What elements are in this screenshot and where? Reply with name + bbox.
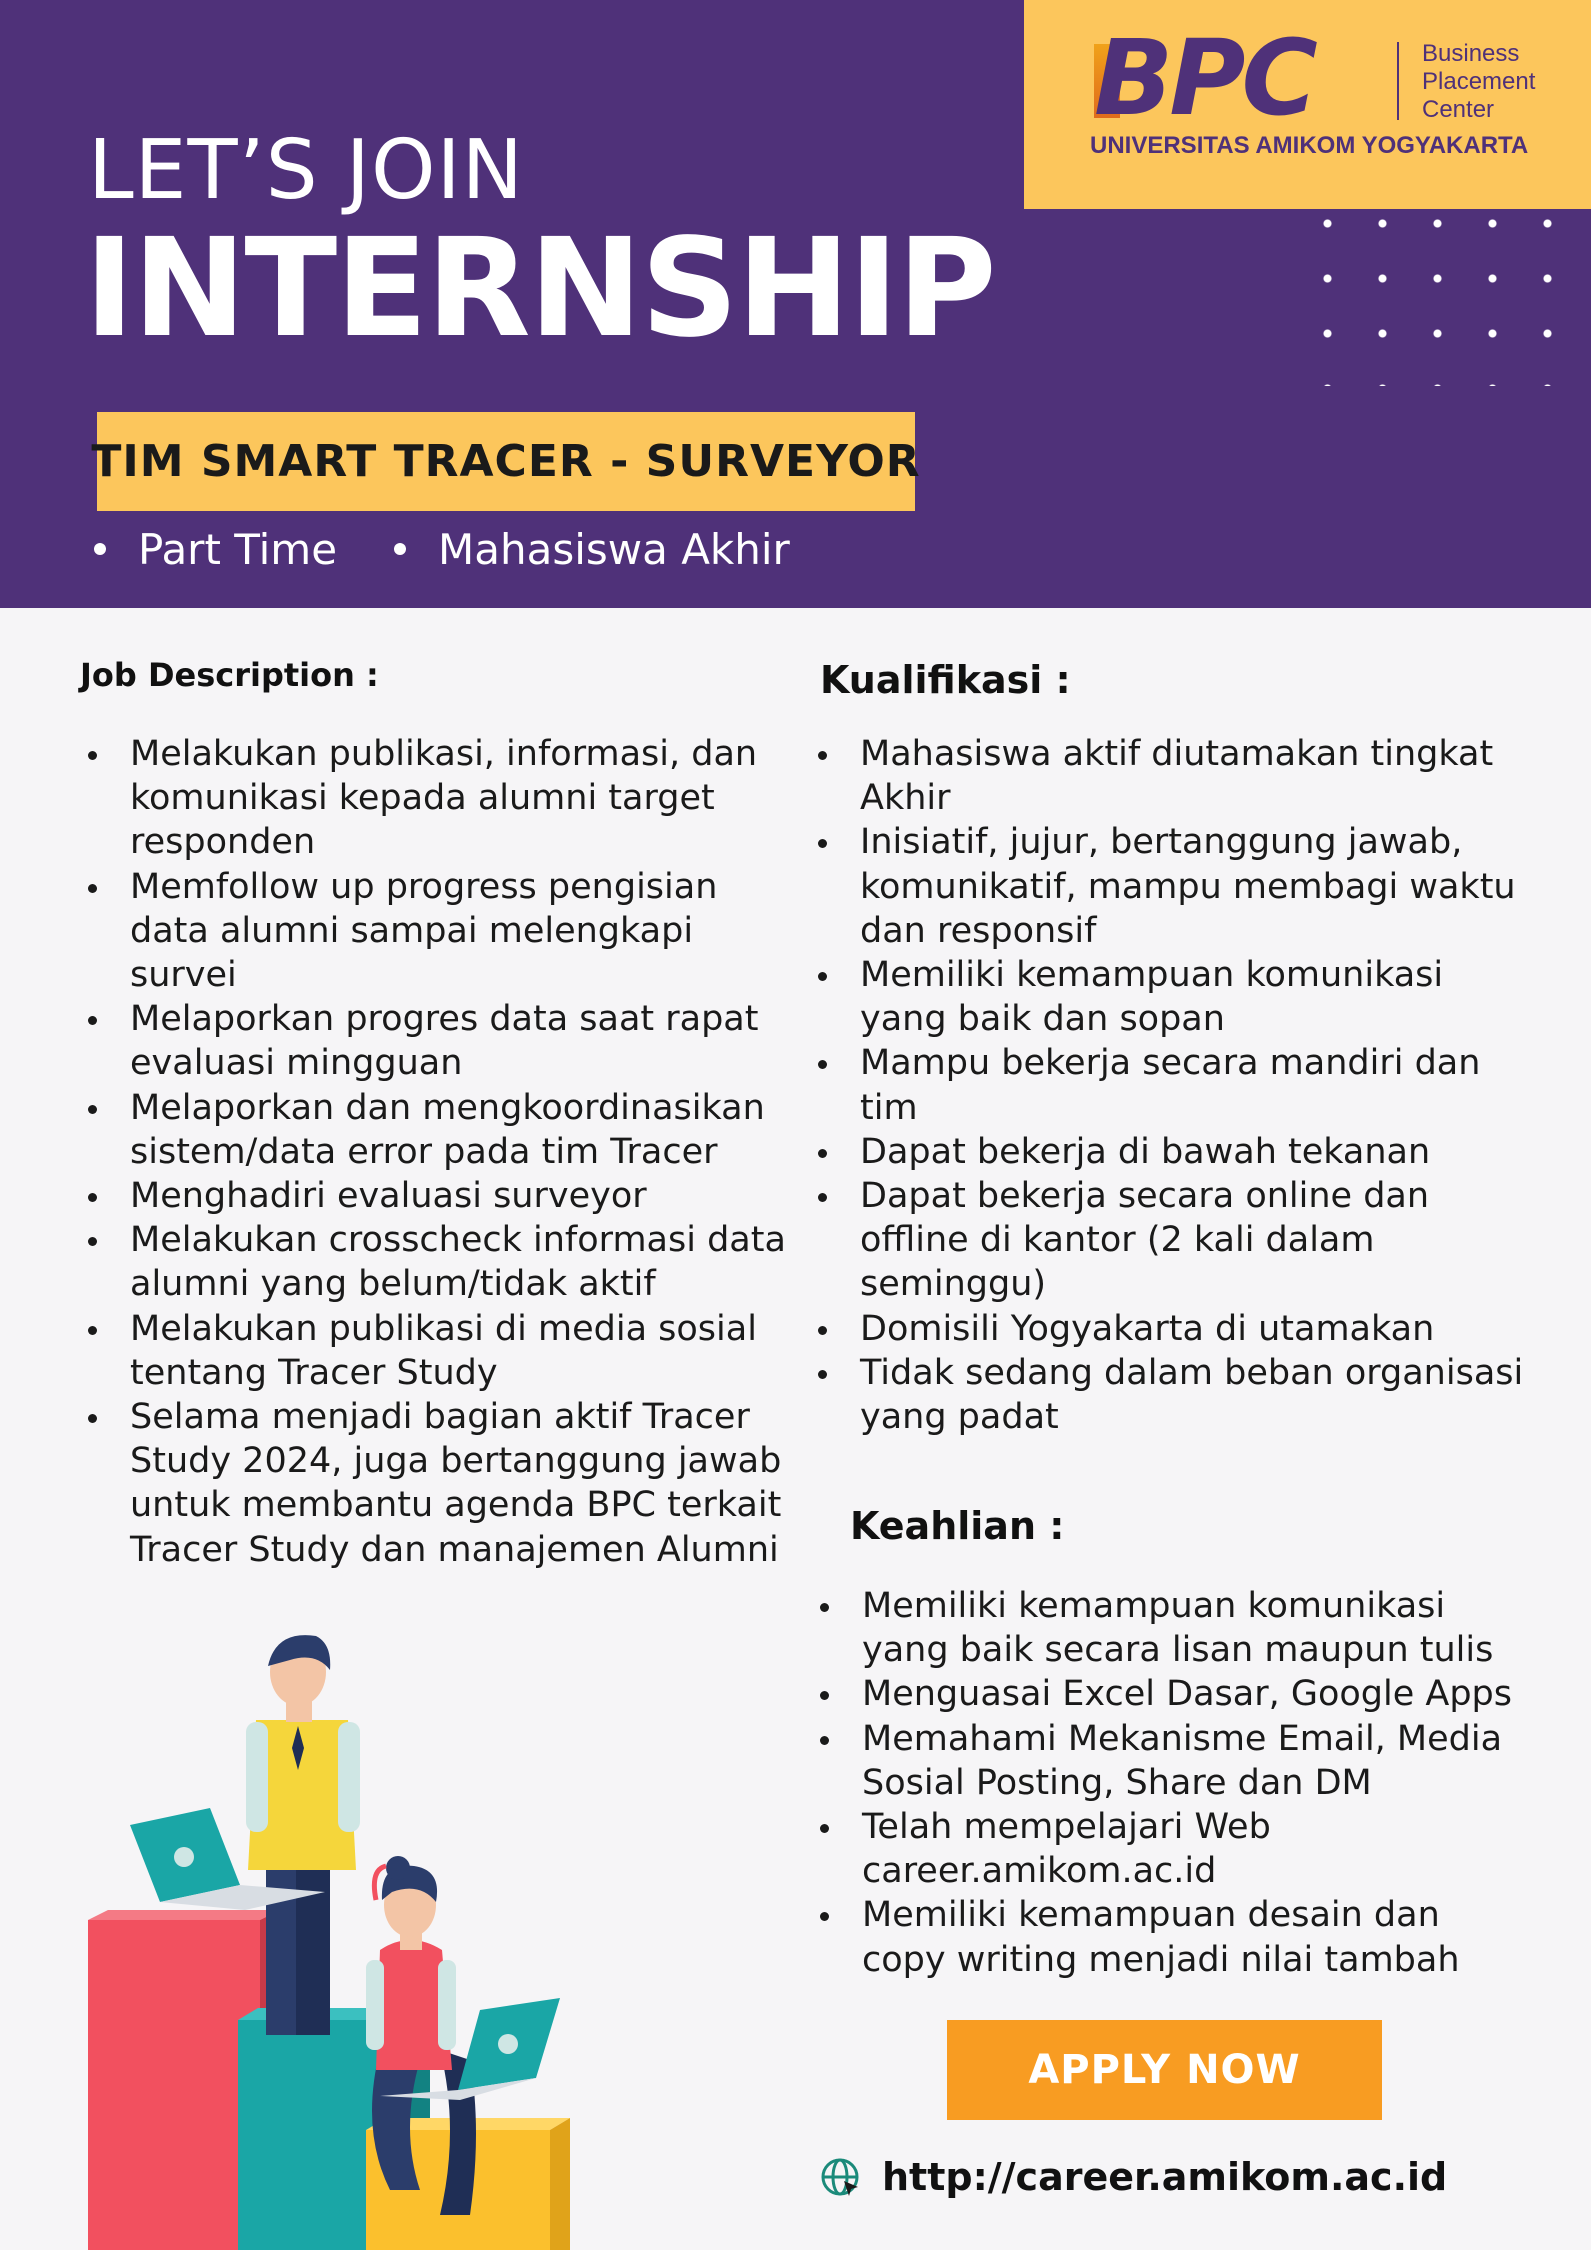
position-title: TIM SMART TRACER - SURVEYOR [91,436,921,487]
list-item: Melakukan crosscheck informasi data alumni yang belum/tidak aktif [82,1218,802,1306]
list-item: Melaporkan progres data saat rapat evaluasi mingguan [82,997,802,1085]
tag-mahasiswa-akhir [394,520,790,580]
kualifikasi-list [812,732,1532,1439]
keahlian-title: Keahlian : [850,1504,1065,1548]
list-item: Dapat bekerja secara online dan offline di kantor (2 kali dalam seminggu) [812,1174,1532,1307]
logo-side-line: Business [1422,40,1520,67]
job-description-list [82,732,802,1572]
list-item: Melaporkan dan mengkoordinasikan sistem/data error pada tim Tracer [82,1086,802,1174]
logo-side-line: Center [1422,96,1495,123]
position-title-box [91,412,921,511]
list-item: Inisiatif, jujur, bertanggung jawab, komunikatif, mampu membagi waktu dan responsif [812,820,1532,953]
list-item: Memiliki kemampuan desain dan copy writing menjadi nilai tambah [814,1893,1534,1981]
career-url-text: http://career.amikom.ac.id [882,2155,1448,2199]
tag-label: Mahasiswa Akhir [438,525,790,574]
list-item: Memfollow up progress pengisian data alumni sampai melengkapi survei [82,865,802,998]
globe-icon [818,2155,862,2199]
students-illustration [80,1630,660,2250]
list-item: Tidak sedang dalam beban organisasi yang padat [812,1351,1532,1439]
tag-label: Part Time [138,525,338,574]
internship-heading: INTERNSHIP [84,210,995,368]
kualifikasi-title: Kualifikasi : [820,658,1071,702]
list-item: Menghadiri evaluasi surveyor [82,1174,802,1218]
list-item: Memahami Mekanisme Email, Media Sosial Posting, Share dan DM [814,1717,1534,1805]
list-item: Menguasai Excel Dasar, Google Apps [814,1672,1534,1716]
logo-side-text [1422,40,1582,124]
list-item: Mahasiswa aktif diutamakan tingkat Akhir [812,732,1532,820]
list-item: Melakukan publikasi, informasi, dan komunikasi kepada alumni target responden [82,732,802,865]
list-item: Memiliki kemampuan komunikasi yang baik dan sopan [812,953,1532,1041]
list-item: Mampu bekerja secara mandiri dan tim [812,1041,1532,1129]
list-item: Domisili Yogyakarta di utamakan [812,1307,1532,1351]
logo-wordmark: BPC [1094,17,1314,139]
bullet-icon [94,543,106,555]
career-url[interactable] [818,2152,1447,2202]
university-name: UNIVERSITAS AMIKOM YOGYAKARTA [1090,132,1529,159]
list-item: Selama menjadi bagian aktif Tracer Study 2024, juga bertanggung jawab untuk membantu agenda BPC terkait Tracer Study dan manajemen Alumni [82,1395,802,1572]
bullet-icon [394,543,406,555]
list-item: Telah mempelajari Web career.amikom.ac.id [814,1805,1534,1893]
keahlian-list [814,1584,1534,1982]
lets-join-heading: LET’S JOIN [88,123,525,218]
list-item: Memiliki kemampuan komunikasi yang baik secara lisan maupun tulis [814,1584,1534,1672]
apply-now-label: APPLY NOW [1028,2047,1301,2093]
dot-pattern [1300,196,1590,386]
list-item: Dapat bekerja di bawah tekanan [812,1130,1532,1174]
apply-now-button[interactable] [947,2020,1382,2120]
list-item: Melakukan publikasi di media sosial tentang Tracer Study [82,1307,802,1395]
bpc-logo [1024,0,1591,209]
job-description-title: Job Description : [80,656,379,694]
logo-divider [1397,42,1399,120]
tag-part-time [94,520,337,580]
logo-side-line: Placement [1422,68,1536,95]
